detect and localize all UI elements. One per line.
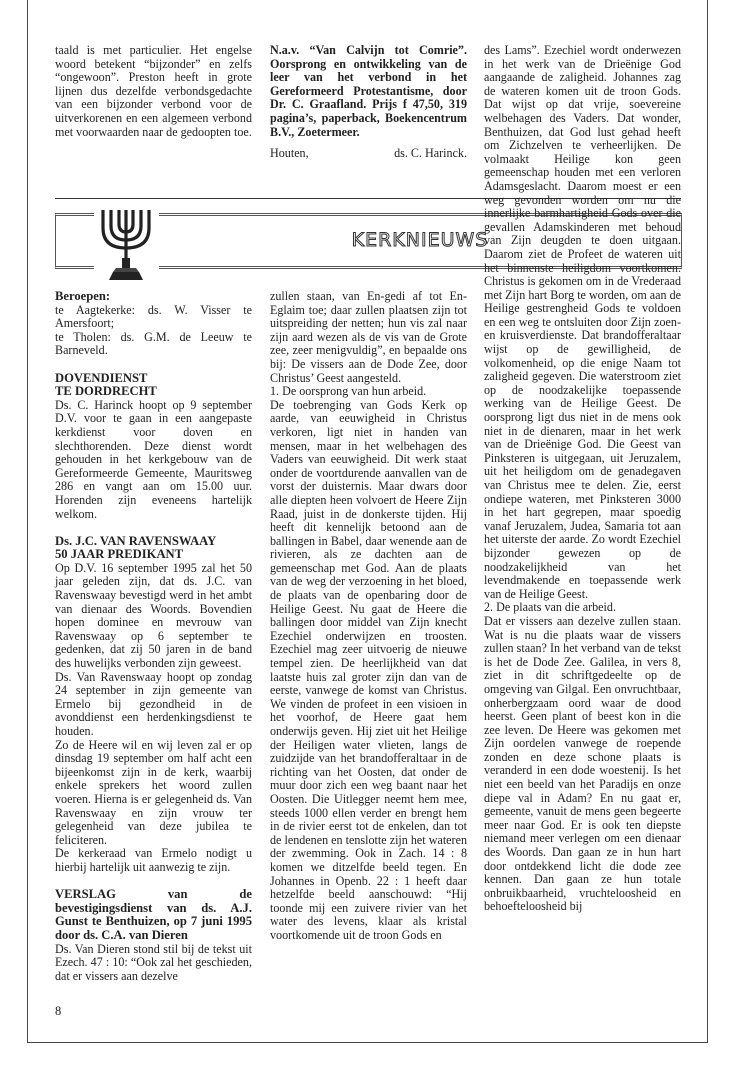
paragraph: Dat er vissers aan dezelve zullen staan. Wat is nu die plaats waar de vissers zullen staan? In het verband van de tekst is het de Dode Zee. Galilea, in vers 8, ziet in dit schriftgedeelte op de omgeving van Gilgal. Een onvruchtbaar, onherbergzaam oord waar de dood heerst. Geen plant of beest kon in die zee leven. De Heere was gekomen met Zijn oordelen vanwege de roepende zonden en deze schone plaats is veranderd in een dode woestenij. Is het niet een beeld van het Paradijs en onze diepe val in Adam? En nu gaat er, gemeente, vanuit de mens geen begeerte meer naar God. Er is ook ten diepste niemand meer verlegen om een dienaar des Woords. Dan gaan ze in hun hart door ontdekkend licht die dode zee kennen. Dan gaan ze hun totale onbruikbaarheid, vruchteloosheid en behoefteloosheid bij	[484, 613, 681, 914]
book-review-reference	[270, 44, 467, 161]
banner-left-box	[55, 213, 94, 269]
paragraph: des Lams”. Ezechiel wordt onderwezen in het werk van de Drieënige God aangaande de zaligheid. Johannes zag de wateren komen uit de troon Gods. Dat wijst op dat vrije, soevereine welbehagen des Vaders. Dat wonder, Benthuizen, dat God lust gehad heeft om Zichzelven te verheerlijken. De volmaakt Heilige kon geen gemeenschap houden met een verloren Adamsgeslacht. Daarom moest er een weg gevonden worden om nu die innerlijke barmhartigheid Gods over die gevallen Adamskinderen met behoud van Zijn deugden te doen uitgaan. Daarom ziet de Profeet de wateren uit het binnenste heiligdom voortkomen. Christus is gekomen om in de Vrederaad met Zijn hart Borg te worden, om aan de Heilige gestrengheid Gods te voldoen en een weg te ontsluiten door Zijn zoen- en kruisverdienste. Dat brandofferaltaar wijst op de gewilligheid, de volkomenheid, op die enige Naam tot zaligheid gegeven. Die waterstroom ziet op de noodzakelijke toepassende werking van de Heilige Geest. De oorsprong ligt dus niet in de mens ook niet in de dienaren, maar in het werk van de Drieënige God. Die Geest van Pinksteren is uitgegaan, uit Jeruzalem, uit het heiligdom om de genadegaven van Christus mee te delen. Zie, eerst ondiepe wateren, met Pinksteren 3000 in het hart gegrepen, maar spoedig vanaf Jeruzalem, Judea, Samaria tot aan het uiterste der aarde. Zo wordt Ezechiel bijzonder gewezen op de noodzakelijkheid van het levendmakende en toepassende werk van de Heilige Geest.	[484, 43, 681, 601]
subheading: 2. De plaats van die arbeid.	[484, 600, 616, 615]
review-citation: N.a.v. “Van Calvijn tot Comrie”. Oorsprong en ontwikkeling van de leer van het verbond in het Gereformeerd Protestantisme, door Dr. C. Graafland. Prijs f 47,50, 319 pagina’s, paperback, Boekencentrum B.V., Zoetermeer.	[270, 43, 467, 139]
dovendienst-text: Ds. C. Harinck hoopt op 9 september D.V. voor te gaan in een aangepaste kerkdienst voor doven en slechthorenden. Deze dienst wordt gehouden in het kerkgebouw van de Gereformeerde Gemeente, Mauritsweg 286 en vangt aan om 15.00 uur. Horenden zijn eveneens hartelijk welkom.	[55, 397, 252, 521]
subheading: 1. De oorsprong van hun arbeid.	[270, 384, 427, 399]
paragraph: De toebrenging van Gods Kerk op aarde, van eeuwigheid in Christus verkoren, ligt niet in handen van mensen, maar in het welbehagen des Vaders van eeuwigheid. Dit werk staat onder de voortdurende aanvallen van de vorst der duisternis. Maar dwars door alle diepten heen volvoert de Heere Zijn Raad, juist in de donkerste tijden. Hij heeft dit kennelijk betoond aan de ballingen in Babel, daar wenende aan de rivieren, als ze dachten aan de gemeenschap met God. Aan de plaats van de weg der verzoening in het bloed, de plaats van de openbaring door de Heilige Geest. Nu gaat de Heere die ballingen door middel van Zijn knecht Ezechiel onderwijzen en troosten. Ezechiel mag zeer uitvoerig de nieuwe tempel zien. De heerlijkheid van dat laatste huis zal groter zijn dan van de eerste, vanwege de komst van Christus. We vinden de profeet in een visioen in het voorhof, de Heere gaat hem onderwijs geven. Hij ziet uit het Heilige der Heiligen water vlieten, langs de zuidzijde van het brandofferaltaar in de richting van het Oosten, dat onder de muur door zich een weg baant naar het Oosten. Die Uitlegger neemt hem mee, steeds 1000 ellen verder en brengt hem in de rivier eerst tot de enkelen, dan tot de lendenen en tenslotte zijn het wateren der zwemming. Ook in Zach. 14 : 8 komen we ditzelfde beeld tegen. En Johannes in Openb. 22 : 1 heeft daar hetzelfde beeld aanschouwd: “Hij toonde mij een zuivere rivier van het water des levens, klaar als kristal voortkomende uit de troon Gods en	[270, 397, 467, 942]
banner-title: KERKNIEUWS	[351, 229, 489, 251]
verslag-heading: VERSLAG van de bevestigingsdienst van ds. A.J. Gunst te Benthuizen, op 7 juni 1995 door ds. C.A. van Dieren	[55, 887, 252, 942]
paragraph: Ds. Van Dieren stond stil bij de tekst uit Ezech. 47 : 10: “Ook zal het geschieden, dat er vissers aan dezelve	[55, 941, 252, 983]
dovendienst-heading-line2: TE DORDRECHT	[55, 384, 157, 399]
top-left-text-block	[55, 44, 252, 139]
signature	[270, 147, 467, 161]
beroepen-heading: Beroepen:	[55, 289, 111, 303]
beroepen-item: te Aagtekerke: ds. W. Visser te Amersfoort;	[55, 302, 252, 331]
paragraph: taald is met particulier. Het engelse woord betekent “bijzonder” en zelfs “ongewoon”. Preston heeft in grote lijnen dus dezelfde verbondsgedachte van een bijzonder verbond voor de uitverkorenen en een algemeen verbond met voorwaarden naar de gedoopten toe.	[55, 43, 252, 139]
paragraph: De kerkeraad van Ermelo nodigt u hierbij hartelijk uit aanwezig te zijn.	[55, 846, 252, 874]
paragraph: Ds. Van Ravenswaay hoopt op zondag 24 september in zijn gemeente van Ermelo bij gezondheid in de avonddienst een herdenkingsdienst te houden.	[55, 669, 252, 738]
signature-author: ds. C. Harinck.	[394, 146, 467, 161]
dovendienst-heading-line1: DOVENDIENST	[55, 370, 148, 385]
left-column	[55, 290, 252, 983]
paragraph: Zo de Heere wil en wij leven zal er op dinsdag 19 september om half acht een bijeenkomst zijn in de kerk, waarbij enkele sprekers het woord zullen voeren. Hierna is er gelegenheid ds. Van Ravenswaay en zijn vrouw ter gelegenheid van deze jubilea te feliciteren.	[55, 737, 252, 847]
right-column	[484, 44, 681, 914]
menorah-icon	[91, 206, 161, 282]
ravenswaay-heading-line1: Ds. J.C. VAN RAVENSWAAY	[55, 533, 217, 548]
paragraph: zullen staan, van En-gedi af tot En-Eglaim toe; daar zullen plaatsen zijn tot uitspreiding der netten; hun vis zal naar zijn aard wezen als de vis van de Grote zee, zeer menigvuldig”, en bepaalde ons bij: De vissers aan de Dode Zee, door Christus’ Geest aangesteld.	[270, 289, 467, 385]
page-number: 8	[55, 1004, 62, 1018]
paragraph: Op D.V. 16 september 1995 zal het 50 jaar geleden zijn, dat ds. J.C. van Ravenswaay bevestigd werd in het ambt van dienaar des Woords. Bovendien hopen dominee en mevrouw van Ravenswaay op 6 september te gedenken, dat zij 50 jaren in de band des huwelijks verbonden zijn geweest.	[55, 560, 252, 671]
middle-column	[270, 290, 467, 943]
signature-place: Houten,	[270, 146, 309, 161]
beroepen-item: te Tholen: ds. G.M. de Leeuw te Barneveld.	[55, 329, 252, 358]
ravenswaay-heading-line2: 50 JAAR PREDIKANT	[55, 547, 184, 562]
